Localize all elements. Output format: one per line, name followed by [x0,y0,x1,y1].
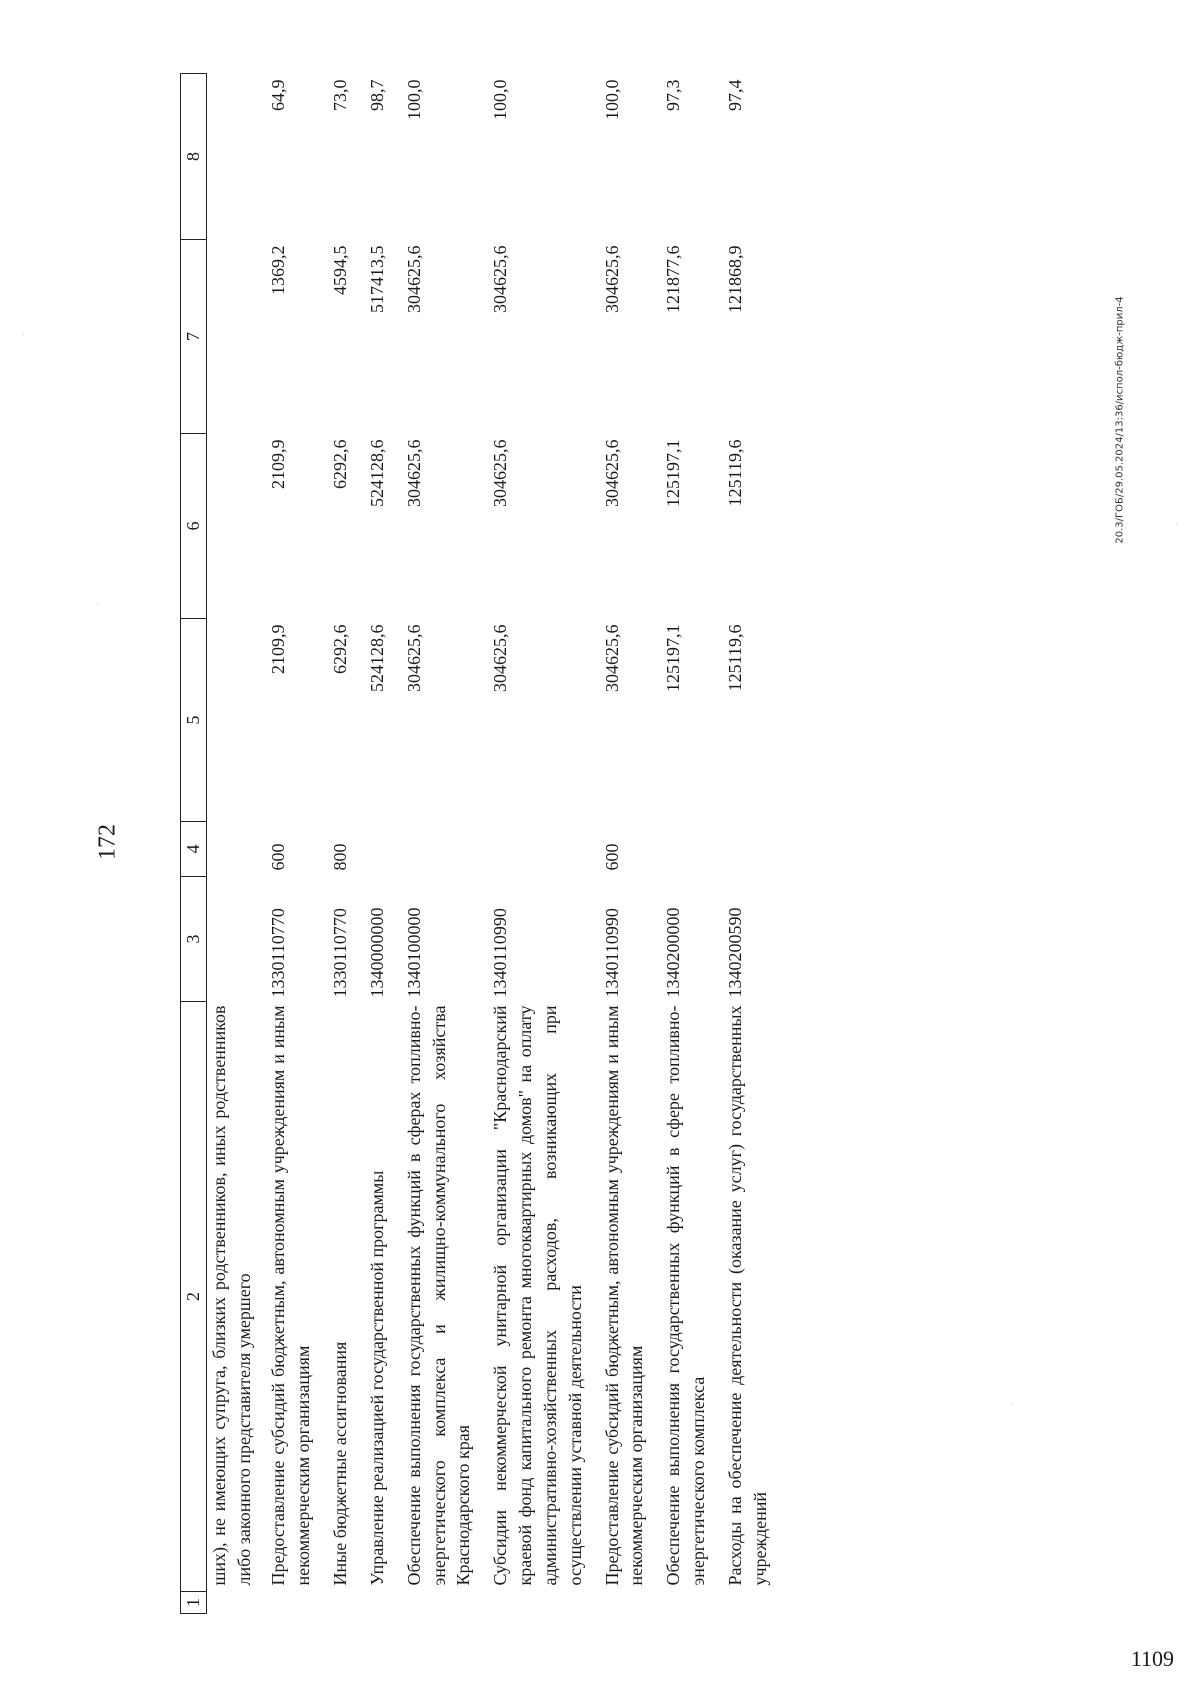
budget-table [180,73,785,1614]
column-header-6: 6 [181,434,207,619]
value-col5: 304625,6 [403,624,424,692]
percent-col8: 100,0 [601,79,622,120]
table-row [266,74,328,1614]
column-header-4: 4 [181,822,207,877]
expense-type: 600 [268,843,289,871]
col1-cell [266,1592,328,1614]
row-name: Обеспечение выполнения государственных функций в сфере топливно-энергетического комплекса [663,1005,709,1586]
target-code: 1330110770 [330,908,351,998]
expense-type: 800 [330,843,351,871]
value-col6: 524128,6 [366,439,387,507]
table-row [600,74,662,1614]
row-name: Предоставление субсидий бюджетным, автономным учреждениям и иным некоммерческим организациям [268,1005,314,1586]
table-row [661,74,723,1614]
percent-col8: 100,0 [490,79,511,120]
table-header [181,74,207,1614]
value-col6: 125119,6 [724,439,745,507]
col1-cell [600,1592,662,1614]
rotated-table [180,74,950,1614]
row-name: Иные бюджетные ассигнования [330,1341,351,1586]
column-header-3: 3 [181,877,207,1002]
expense-type [365,822,402,877]
table-row [402,74,488,1614]
row-name: Обеспечение выполнения государственных функций в сферах топливно-энергетического комплекса и жилищно-коммунального хозяйства Краснодарского края [403,1005,474,1586]
col1-cell [723,1592,785,1614]
col1-cell [328,1592,365,1614]
value-col5: 6292,6 [330,624,351,674]
value-col5: 304625,6 [601,624,622,692]
table-row [206,74,266,1614]
table-row [723,74,785,1614]
percent-col8: 73,0 [330,79,351,111]
table-row [365,74,402,1614]
target-code: 1340000000 [366,907,387,998]
value-col5: 125197,1 [663,624,684,692]
percent-col8: 97,4 [724,79,745,111]
percent-col8: 64,9 [268,79,289,111]
value-col5: 524128,6 [366,624,387,692]
value-col6: 125197,1 [663,439,684,507]
col1-cell [365,1592,402,1614]
value-col7: 304625,6 [490,245,511,313]
value-col7 [206,240,266,434]
expense-type [206,822,266,877]
target-code: 1340110990 [490,908,511,998]
value-col6: 2109,9 [268,439,289,489]
row-name: ших), не имеющих супруга, близких родственников, иных родственников либо законного представителя умершего [208,1005,254,1586]
value-col7: 517413,5 [366,245,387,313]
col1-cell [488,1592,599,1614]
table-body [206,74,784,1614]
page-number: 172 [94,824,121,860]
col1-cell [206,1592,266,1614]
document-code: 20.3/ГОБ/29.05.2024/13:36/испол-бюдж-прил-4 [1114,296,1126,544]
column-header-8: 8 [181,74,207,240]
target-code: 1340200000 [663,907,684,998]
value-col7: 121868,9 [724,245,745,313]
rotated-table-stage [180,74,950,1614]
value-col6 [206,434,266,619]
expense-type: 600 [601,843,622,871]
row-name: Расходы на обеспечение деятельности (оказание услуг) государственных учреждений [724,1005,770,1586]
row-name: Предоставление субсидий бюджетным, автономным учреждениям и иным некоммерческим организациям [601,1005,647,1586]
percent-col8: 100,0 [403,79,424,120]
target-code: 1340200590 [724,907,745,998]
expense-type [723,822,785,877]
value-col7: 4594,5 [330,245,351,295]
value-col7: 304625,6 [601,245,622,313]
column-header-2: 2 [181,1002,207,1592]
column-header-1: 1 [181,1592,207,1614]
percent-col8: 97,3 [663,79,684,111]
sheet-number: 1109 [1130,1646,1174,1671]
value-col5 [206,619,266,822]
expense-type [488,822,599,877]
target-code [206,877,266,1002]
col1-cell [402,1592,488,1614]
target-code: 1340100000 [403,907,424,998]
value-col6: 304625,6 [601,439,622,507]
column-header-5: 5 [181,619,207,822]
percent-col8: 98,7 [366,79,387,111]
value-col6: 304625,6 [403,439,424,507]
value-col5: 125119,6 [724,624,745,692]
value-col7: 304625,6 [403,245,424,313]
value-col5: 304625,6 [490,624,511,692]
value-col7: 121877,6 [663,245,684,313]
table-row [488,74,599,1614]
value-col6: 6292,6 [330,439,351,489]
value-col7: 1369,2 [268,245,289,295]
expense-type [661,822,723,877]
target-code: 1340110990 [601,908,622,998]
table-row [328,74,365,1614]
row-name: Субсидии некоммерческой унитарной организации "Краснодарский краевой фонд капитального ремонта многоквартирных домов" на оплату административно-хозяйственных расходов, возникающих при осуществлении уставной деятельности [490,1005,585,1586]
expense-type [402,822,488,877]
row-name: Управление реализацией государственной программы [366,1170,387,1586]
target-code: 1330110770 [268,908,289,998]
column-header-7: 7 [181,240,207,434]
percent-col8 [206,74,266,240]
col1-cell [661,1592,723,1614]
value-col6: 304625,6 [490,439,511,507]
value-col5: 2109,9 [268,624,289,674]
